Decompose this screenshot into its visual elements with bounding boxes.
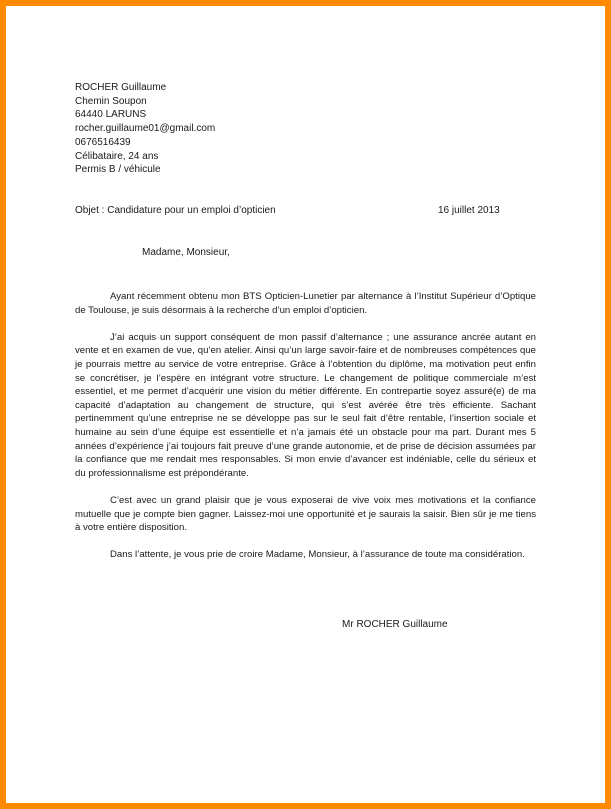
body-paragraph-closing: Dans l’attente, je vous prie de croire Madame, Monsieur, à l’assurance de toute ma considération. [110, 549, 525, 561]
sender-block [75, 81, 215, 177]
body-paragraph-motivation: C’est avec un grand plaisir que je vous exposerai de vive voix mes motivations et la confiance mutuelle que je compte bien gagner. Laissez-moi une opportunité et je saurais la saisir. Bien sûr je me tiens à votre entière disposition. [75, 494, 536, 534]
sender-phone: 0676516439 [75, 136, 131, 148]
body-paragraph-experience: J’ai acquis un support conséquent de mon passif d’alternance ; une assurance ancrée autant en vente et en examen de vue, qu’en atelier. Ainsi qu’un large savoir-faire et de nombreuses compétences que je pourrais mettre au service de votre entreprise. Grâce à l’obtention du diplôme, ma motivation peut enfin se concrétiser, je l’espère en intégrant votre structure. Le changement de politique commerciale m’est essentiel, et me permet d’acquérir une vision du métier différente. En contrepartie soyez assuré(e) de ma capacité d’adaptation au changement de structure, qui s’est avérée être très efficiente. Sachant pertinemment qu’une entreprise ne se développe pas sur le seul fait d’être rentable, l’insertion sociale et humaine au sein d’une équipe est essentielle et n’a jamais été un obstacle pour ma part. Durant mes 5 années d’expérience j’ai toujours fait preuve d’une grande autonomie, et de prise de décision assumées par la confiance que me rendait mes responsables. Si mon envie d’avancer est indéniable, celle du sérieux et du professionnalisme est prépondérante. [75, 331, 536, 479]
letter-body [75, 290, 536, 575]
sender-email: rocher.guillaume01@gmail.com [75, 123, 216, 135]
sender-city: 64440 LARUNS [75, 109, 147, 121]
letter-salutation: Madame, Monsieur, [142, 247, 230, 258]
letter-date: 16 juillet 2013 [438, 205, 500, 216]
body-paragraph-intro: Ayant récemment obtenu mon BTS Opticien-Lunetier par alternance à l’Institut Supérieur d’Optique de Toulouse, je suis désormais à la recherche d’un emploi d’opticien. [75, 291, 536, 316]
letter-signature: Mr ROCHER Guillaume [342, 619, 448, 630]
sender-status: Célibataire, 24 ans [75, 150, 159, 162]
sender-street: Chemin Soupon [75, 95, 147, 107]
letter-page [6, 6, 605, 803]
sender-license: Permis B / véhicule [75, 164, 161, 176]
sender-name: ROCHER Guillaume [75, 82, 167, 93]
letter-subject: Objet : Candidature pour un emploi d’opticien [75, 205, 276, 216]
